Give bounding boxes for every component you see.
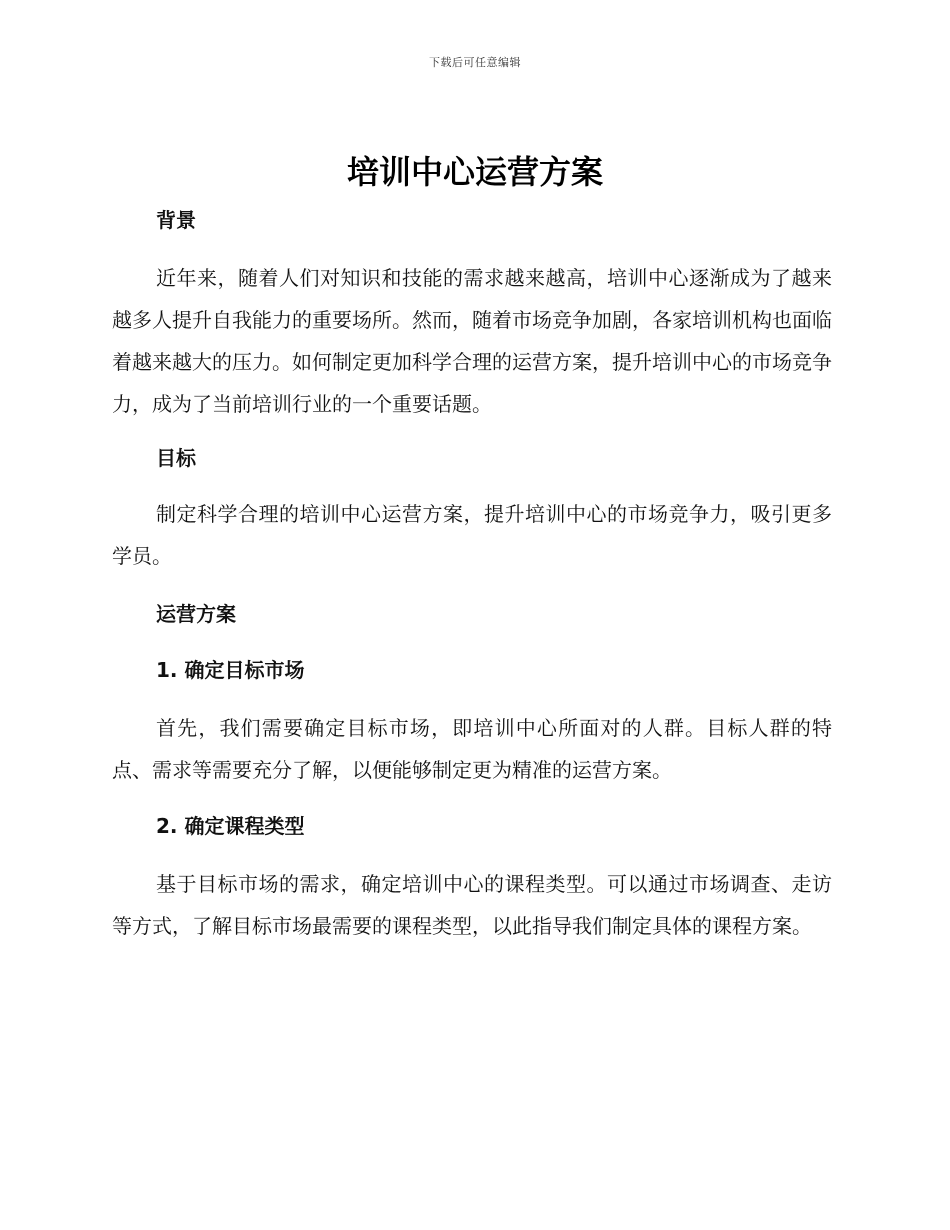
document-title: 培训中心运营方案 <box>346 153 603 191</box>
document-body <box>112 205 832 947</box>
subsection-text-course-type: 基于目标市场的需求，确定培训中心的课程类型。可以通过市场调查、走访等方式，了解目标市场最需要的课程类型，以此指导我们制定具体的课程方案。 <box>112 872 832 938</box>
section-heading-background: 背景 <box>156 208 196 232</box>
section-heading-plan: 运营方案 <box>156 602 236 626</box>
subsection-text-target-market: 首先，我们需要确定目标市场，即培训中心所面对的人群。目标人群的特点、需求等需要充分了解，以便能够制定更为精准的运营方案。 <box>112 716 832 782</box>
header-note: 下载后可任意编辑 <box>429 56 521 69</box>
section-text-background: 近年来，随着人们对知识和技能的需求越来越高，培训中心逐渐成为了越来越多人提升自我能力的重要场所。然而，随着市场竞争加剧，各家培训机构也面临着越来越大的压力。如何制定更加科学合理的运营方案，提升培训中心的市场竞争力，成为了当前培训行业的一个重要话题。 <box>112 266 832 416</box>
subsection-heading-course-type: 2. 确定课程类型 <box>156 814 305 838</box>
section-text-goal: 制定科学合理的培训中心运营方案，提升培训中心的市场竞争力，吸引更多学员。 <box>112 502 832 568</box>
subsection-heading-target-market: 1. 确定目标市场 <box>156 658 305 682</box>
section-heading-goal: 目标 <box>156 446 196 470</box>
